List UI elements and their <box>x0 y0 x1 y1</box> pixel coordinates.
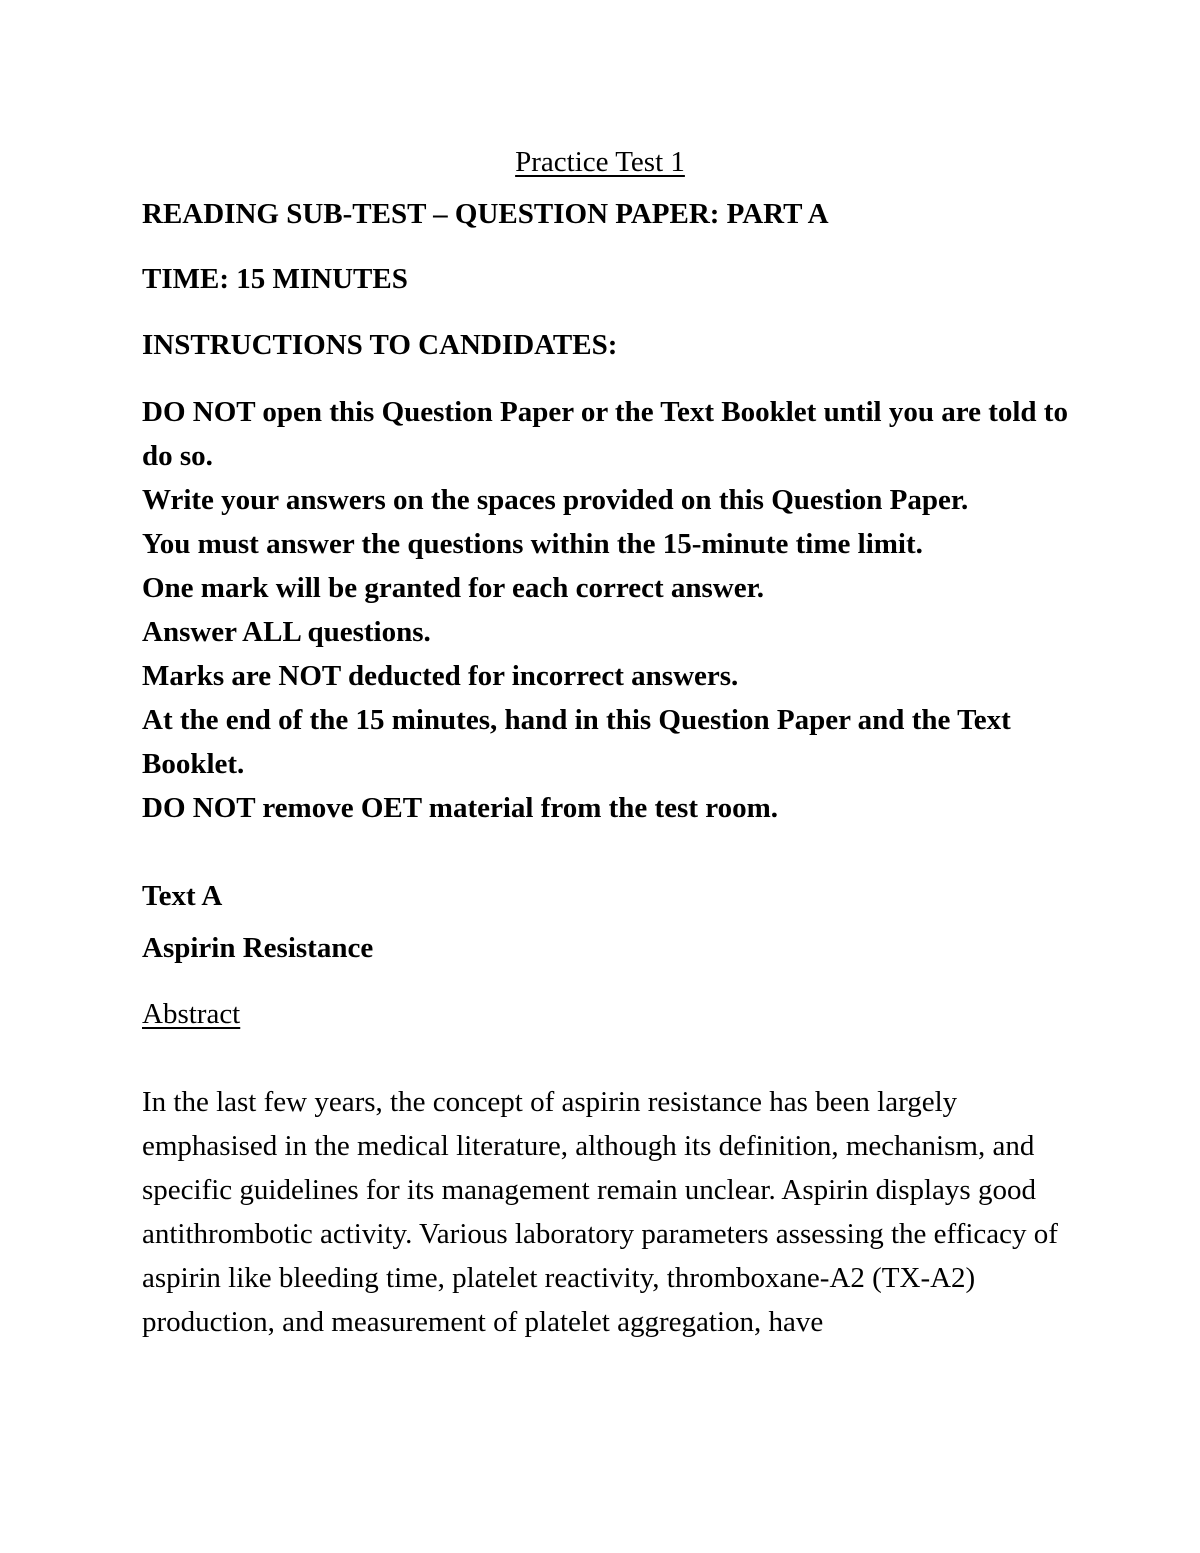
instruction-item: DO NOT open this Question Paper or the Text Booklet until you are told to do so. <box>142 396 1068 472</box>
section-heading: READING SUB-TEST – QUESTION PAPER: PART A <box>142 198 829 230</box>
instruction-item: One mark will be granted for each correct answer. <box>142 572 765 604</box>
instructions-list <box>142 390 1072 830</box>
instruction-item: DO NOT remove OET material from the test room. <box>142 792 779 824</box>
instruction-item: You must answer the questions within the 15-minute time limit. <box>142 528 923 560</box>
instructions-heading: INSTRUCTIONS TO CANDIDATES: <box>142 329 618 361</box>
time-limit: TIME: 15 MINUTES <box>142 263 408 295</box>
instruction-item: Write your answers on the spaces provided on this Question Paper. <box>142 484 969 516</box>
text-label: Text A <box>142 880 223 912</box>
instruction-item: Marks are NOT deducted for incorrect answers. <box>142 660 739 692</box>
document-title <box>0 142 1200 182</box>
document-title-text: Practice Test 1 <box>515 146 685 178</box>
text-title: Aspirin Resistance <box>142 932 374 964</box>
instruction-item: At the end of the 15 minutes, hand in this Question Paper and the Text Booklet. <box>142 704 1011 780</box>
abstract-heading: Abstract <box>142 998 241 1030</box>
instruction-item: Answer ALL questions. <box>142 616 431 648</box>
abstract-body: In the last few years, the concept of aspirin resistance has been largely emphasised in the medical literature, although its definition, mechanism, and specific guidelines for its management remain unclear. Aspirin displays good antithrombotic activity. Various laboratory parameters assessing the efficacy of aspirin like bleeding time, platelet reactivity, thromboxane-A2 (TX-A2) production, and measurement of platelet aggregation, have <box>142 1086 1058 1338</box>
